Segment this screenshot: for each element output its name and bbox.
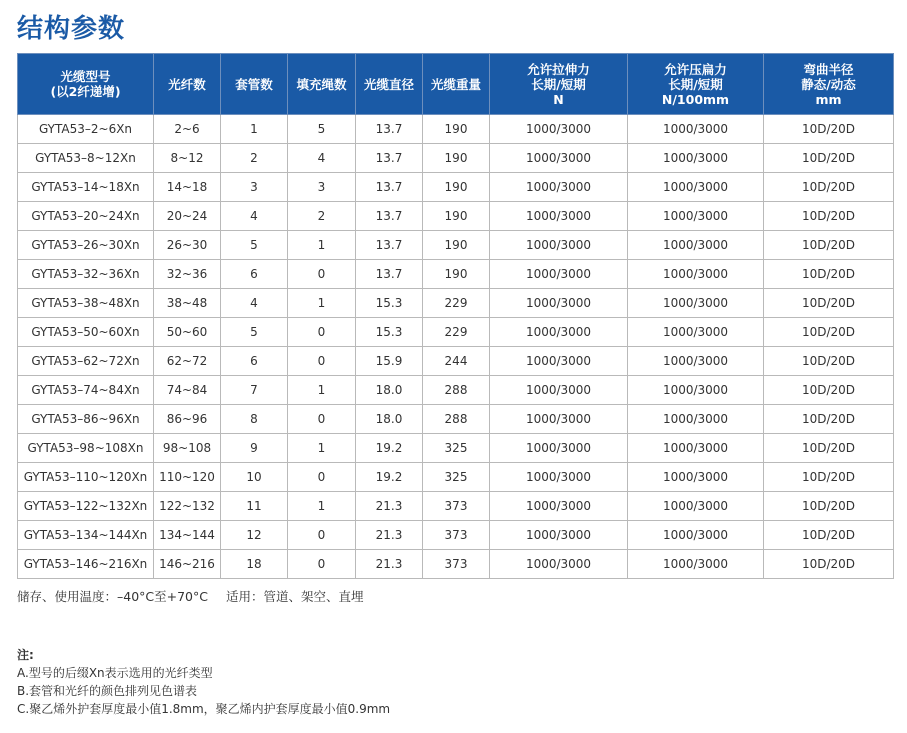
table-row bbox=[18, 231, 894, 260]
table-cell: 13.7 bbox=[356, 260, 423, 289]
table-cell: GYTA53–122~132Xn bbox=[18, 492, 154, 521]
table-cell: GYTA53–98~108Xn bbox=[18, 434, 154, 463]
page-title: 结构参数 bbox=[17, 14, 126, 44]
column-header bbox=[356, 54, 423, 115]
table-cell: 2 bbox=[288, 202, 356, 231]
table-cell: 10 bbox=[221, 463, 288, 492]
table-cell: 98~108 bbox=[154, 434, 221, 463]
table-cell: 15.9 bbox=[356, 347, 423, 376]
table-cell: 1000/3000 bbox=[628, 463, 764, 492]
column-header-line: 光缆型号 bbox=[60, 69, 111, 84]
table-cell: 7 bbox=[221, 376, 288, 405]
table-cell: 1000/3000 bbox=[490, 347, 628, 376]
table-cell: 0 bbox=[288, 318, 356, 347]
column-header-line: 长期/短期 bbox=[668, 76, 723, 92]
table-cell: 1000/3000 bbox=[490, 289, 628, 318]
table-cell: 0 bbox=[288, 260, 356, 289]
table-row bbox=[18, 492, 894, 521]
column-header bbox=[18, 54, 154, 115]
table-cell: 10D/20D bbox=[764, 289, 894, 318]
table-row bbox=[18, 347, 894, 376]
table-cell: GYTA53–2~6Xn bbox=[18, 115, 154, 144]
column-header bbox=[221, 54, 288, 115]
table-cell: 1 bbox=[288, 434, 356, 463]
column-header bbox=[490, 54, 628, 115]
storage-info bbox=[17, 587, 364, 605]
table-cell: 6 bbox=[221, 260, 288, 289]
table-cell: 10D/20D bbox=[764, 144, 894, 173]
table-cell: 10D/20D bbox=[764, 434, 894, 463]
table-cell: 190 bbox=[423, 202, 490, 231]
table-cell: 10D/20D bbox=[764, 231, 894, 260]
table-cell: 110~120 bbox=[154, 463, 221, 492]
table-cell: 10D/20D bbox=[764, 115, 894, 144]
table-cell: 1000/3000 bbox=[490, 202, 628, 231]
table-cell: 1000/3000 bbox=[628, 289, 764, 318]
table-row bbox=[18, 144, 894, 173]
table-cell: 1000/3000 bbox=[628, 260, 764, 289]
table-row bbox=[18, 260, 894, 289]
table-cell: 1 bbox=[221, 115, 288, 144]
spec-table bbox=[17, 53, 894, 579]
table-cell: 1000/3000 bbox=[490, 144, 628, 173]
table-cell: GYTA53–146~216Xn bbox=[18, 550, 154, 579]
table-cell: 1000/3000 bbox=[490, 231, 628, 260]
table-header-row bbox=[18, 54, 894, 115]
table-cell: 15.3 bbox=[356, 289, 423, 318]
table-cell: 1000/3000 bbox=[628, 231, 764, 260]
column-header bbox=[154, 54, 221, 115]
table-cell: 1 bbox=[288, 289, 356, 318]
table-cell: 50~60 bbox=[154, 318, 221, 347]
table-row bbox=[18, 550, 894, 579]
table-cell: 13.7 bbox=[356, 173, 423, 202]
table-cell: 1 bbox=[288, 376, 356, 405]
table-cell: 1000/3000 bbox=[490, 521, 628, 550]
column-header-line: 光缆重量 bbox=[430, 76, 481, 92]
column-header-line: 静态/动态 bbox=[801, 76, 856, 92]
table-cell: 62~72 bbox=[154, 347, 221, 376]
table-cell: GYTA53–32~36Xn bbox=[18, 260, 154, 289]
table-cell: 4 bbox=[221, 202, 288, 231]
column-header-line: 允许压扁力 bbox=[664, 61, 727, 77]
table-cell: 18.0 bbox=[356, 376, 423, 405]
table-cell: 15.3 bbox=[356, 318, 423, 347]
table-cell: 10D/20D bbox=[764, 173, 894, 202]
table-cell: 1000/3000 bbox=[628, 376, 764, 405]
table-cell: 1000/3000 bbox=[490, 173, 628, 202]
table-cell: 1000/3000 bbox=[628, 434, 764, 463]
table-cell: 373 bbox=[423, 521, 490, 550]
table-cell: 5 bbox=[288, 115, 356, 144]
table-cell: 1000/3000 bbox=[490, 115, 628, 144]
table-cell: 12 bbox=[221, 521, 288, 550]
table-cell: GYTA53–86~96Xn bbox=[18, 405, 154, 434]
table-cell: 288 bbox=[423, 405, 490, 434]
table-cell: 146~216 bbox=[154, 550, 221, 579]
table-cell: 190 bbox=[423, 260, 490, 289]
table-cell: 0 bbox=[288, 405, 356, 434]
table-cell: 13.7 bbox=[356, 115, 423, 144]
table-cell: 18.0 bbox=[356, 405, 423, 434]
table-cell: 1000/3000 bbox=[490, 434, 628, 463]
column-header-line: 弯曲半径 bbox=[803, 61, 854, 77]
table-cell: 21.3 bbox=[356, 492, 423, 521]
table-cell: 373 bbox=[423, 492, 490, 521]
notes-section bbox=[17, 646, 390, 718]
column-header-line: 填充绳数 bbox=[296, 76, 347, 92]
column-header-line: N bbox=[553, 91, 564, 107]
column-header-line: 光纤数 bbox=[168, 76, 206, 92]
table-cell: 4 bbox=[221, 289, 288, 318]
storage-temperature: 储存、使用温度：–40°C至+70°C bbox=[17, 589, 208, 604]
table-cell: 10D/20D bbox=[764, 550, 894, 579]
table-row bbox=[18, 202, 894, 231]
table-cell: 1000/3000 bbox=[628, 144, 764, 173]
table-row bbox=[18, 115, 894, 144]
table-cell: 8~12 bbox=[154, 144, 221, 173]
table-cell: GYTA53–62~72Xn bbox=[18, 347, 154, 376]
table-row bbox=[18, 318, 894, 347]
table-cell: 1000/3000 bbox=[628, 202, 764, 231]
table-cell: 2 bbox=[221, 144, 288, 173]
table-cell: 10D/20D bbox=[764, 260, 894, 289]
table-cell: 229 bbox=[423, 318, 490, 347]
table-cell: 10D/20D bbox=[764, 463, 894, 492]
table-cell: GYTA53–50~60Xn bbox=[18, 318, 154, 347]
table-cell: 13.7 bbox=[356, 231, 423, 260]
column-header-line: N/100mm bbox=[661, 91, 730, 107]
table-row bbox=[18, 173, 894, 202]
table-cell: 13.7 bbox=[356, 144, 423, 173]
table-cell: 0 bbox=[288, 550, 356, 579]
column-header-line: (以2纤递增) bbox=[50, 84, 121, 99]
table-cell: 21.3 bbox=[356, 550, 423, 579]
column-header-line: 光缆直径 bbox=[363, 76, 414, 92]
table-cell: 5 bbox=[221, 231, 288, 260]
note-item: B.套管和光纤的颜色排列见色谱表 bbox=[17, 684, 198, 698]
table-cell: GYTA53–8~12Xn bbox=[18, 144, 154, 173]
column-header-line: mm bbox=[815, 91, 842, 107]
table-row bbox=[18, 376, 894, 405]
table-cell: 10D/20D bbox=[764, 347, 894, 376]
table-cell: 190 bbox=[423, 115, 490, 144]
note-item: A.型号的后缀Xn表示选用的光纤类型 bbox=[17, 666, 213, 680]
table-cell: 20~24 bbox=[154, 202, 221, 231]
table-cell: 1000/3000 bbox=[628, 347, 764, 376]
table-cell: 18 bbox=[221, 550, 288, 579]
table-cell: GYTA53–74~84Xn bbox=[18, 376, 154, 405]
table-cell: 190 bbox=[423, 173, 490, 202]
column-header-line: 套管数 bbox=[235, 76, 273, 92]
table-cell: 19.2 bbox=[356, 463, 423, 492]
table-cell: 1000/3000 bbox=[490, 550, 628, 579]
column-header bbox=[628, 54, 764, 115]
application-info: 适用：管道、架空、直埋 bbox=[226, 589, 364, 604]
table-cell: 10D/20D bbox=[764, 202, 894, 231]
table-cell: 3 bbox=[288, 173, 356, 202]
column-header bbox=[423, 54, 490, 115]
table-cell: 190 bbox=[423, 144, 490, 173]
column-header bbox=[288, 54, 356, 115]
table-cell: 1000/3000 bbox=[628, 173, 764, 202]
table-cell: 134~144 bbox=[154, 521, 221, 550]
table-cell: 13.7 bbox=[356, 202, 423, 231]
table-cell: 32~36 bbox=[154, 260, 221, 289]
column-header-line: 允许拉伸力 bbox=[527, 61, 590, 77]
table-row bbox=[18, 463, 894, 492]
table-cell: 26~30 bbox=[154, 231, 221, 260]
table-cell: 38~48 bbox=[154, 289, 221, 318]
table-cell: 1000/3000 bbox=[628, 405, 764, 434]
table-cell: 0 bbox=[288, 463, 356, 492]
table-cell: 9 bbox=[221, 434, 288, 463]
table-cell: 1000/3000 bbox=[628, 550, 764, 579]
table-body bbox=[18, 115, 894, 579]
table-cell: 1000/3000 bbox=[490, 463, 628, 492]
table-cell: GYTA53–26~30Xn bbox=[18, 231, 154, 260]
table-row bbox=[18, 521, 894, 550]
table-cell: 10D/20D bbox=[764, 492, 894, 521]
table-cell: 10D/20D bbox=[764, 405, 894, 434]
table-cell: 19.2 bbox=[356, 434, 423, 463]
table-cell: GYTA53–20~24Xn bbox=[18, 202, 154, 231]
table-cell: GYTA53–134~144Xn bbox=[18, 521, 154, 550]
table-cell: 1000/3000 bbox=[490, 318, 628, 347]
table-cell: 1000/3000 bbox=[490, 405, 628, 434]
table-cell: 10D/20D bbox=[764, 376, 894, 405]
table-cell: 74~84 bbox=[154, 376, 221, 405]
table-cell: 1000/3000 bbox=[628, 115, 764, 144]
table-cell: 2~6 bbox=[154, 115, 221, 144]
table-cell: 3 bbox=[221, 173, 288, 202]
table-cell: 10D/20D bbox=[764, 521, 894, 550]
table-cell: 122~132 bbox=[154, 492, 221, 521]
table-cell: GYTA53–14~18Xn bbox=[18, 173, 154, 202]
table-cell: 4 bbox=[288, 144, 356, 173]
table-cell: 325 bbox=[423, 463, 490, 492]
table-cell: 325 bbox=[423, 434, 490, 463]
table-cell: 0 bbox=[288, 347, 356, 376]
notes-title: 注: bbox=[17, 648, 34, 662]
table-row bbox=[18, 434, 894, 463]
table-cell: 6 bbox=[221, 347, 288, 376]
table-cell: 190 bbox=[423, 231, 490, 260]
table-cell: 1000/3000 bbox=[490, 376, 628, 405]
table-cell: 1000/3000 bbox=[628, 521, 764, 550]
column-header bbox=[764, 54, 894, 115]
table-cell: GYTA53–38~48Xn bbox=[18, 289, 154, 318]
table-cell: 21.3 bbox=[356, 521, 423, 550]
table-cell: 373 bbox=[423, 550, 490, 579]
table-cell: 1000/3000 bbox=[490, 492, 628, 521]
table-row bbox=[18, 405, 894, 434]
table-cell: 244 bbox=[423, 347, 490, 376]
table-cell: 229 bbox=[423, 289, 490, 318]
table-cell: 1000/3000 bbox=[628, 318, 764, 347]
table-cell: 5 bbox=[221, 318, 288, 347]
table-cell: 86~96 bbox=[154, 405, 221, 434]
table-cell: 1 bbox=[288, 492, 356, 521]
table-cell: 288 bbox=[423, 376, 490, 405]
table-cell: 1000/3000 bbox=[490, 260, 628, 289]
table-row bbox=[18, 289, 894, 318]
table-cell: 14~18 bbox=[154, 173, 221, 202]
table-cell: 11 bbox=[221, 492, 288, 521]
table-cell: 10D/20D bbox=[764, 318, 894, 347]
table-cell: 8 bbox=[221, 405, 288, 434]
column-header-line: 长期/短期 bbox=[531, 76, 586, 92]
table-cell: 0 bbox=[288, 521, 356, 550]
table-cell: 1000/3000 bbox=[628, 492, 764, 521]
table-cell: GYTA53–110~120Xn bbox=[18, 463, 154, 492]
note-item: C.聚乙烯外护套厚度最小值1.8mm，聚乙烯内护套厚度最小值0.9mm bbox=[17, 702, 391, 716]
table-cell: 1 bbox=[288, 231, 356, 260]
